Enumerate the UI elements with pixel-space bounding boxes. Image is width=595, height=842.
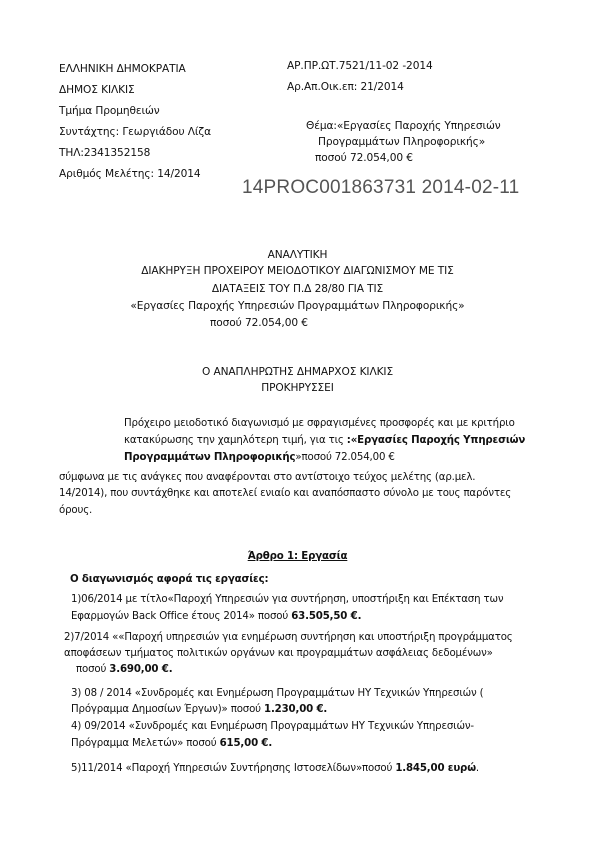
subject-amount: ποσού 72.054,00 €: [315, 152, 413, 164]
stamp-code: 14PROC001863731 2014-02-11: [242, 177, 520, 198]
item-1-line-2: Εφαρμογών Back Office έτους 2014» ποσού 63.505,50 €.: [71, 611, 362, 622]
item-2-amount: 3.690,00 €.: [109, 664, 173, 675]
title-line-1: ΑΝΑΛΥΤΙΚΗ: [267, 249, 328, 261]
scope-heading: Ο διαγωνισμός αφορά τις εργασίες:: [70, 574, 269, 585]
intro-subject-bold-2: Προγραμμάτων Πληροφορικής: [124, 452, 296, 463]
title-line-3: ΔΙΑΤΑΞΕΙΣ ΤΟΥ Π.Δ 28/80 ΓΙΑ ΤΙΣ: [211, 283, 384, 295]
item-3-line-1: 3) 08 / 2014 «Συνδρομές και Ενημέρωση Προγραμμάτων ΗΥ Τεχνικών Υπηρεσιών (: [71, 688, 484, 699]
intro-line-5: 14/2014), που συντάχθηκε και αποτελεί ενιαίο και αναπόσπαστο σύνολο με τους παρόντες: [59, 488, 512, 499]
mayor-title: Ο ΑΝΑΠΛΗΡΩΤΗΣ ΔΗΜΑΡΧΟΣ ΚΙΛΚΙΣ: [201, 366, 394, 378]
item-4-line-1: 4) 09/2014 «Συνδρομές και Ενημέρωση Προγραμμάτων ΗΥ Τεχνικών Υπηρεσιών-: [71, 721, 474, 732]
protocol-number: ΑΡ.ΠΡ.ΩΤ.7521/11-02 -2014: [287, 60, 433, 72]
item-3-amount: 1.230,00 €.: [264, 704, 328, 715]
item-5-amount: 1.845,00 ευρώ: [395, 763, 476, 774]
title-line-2: ΔΙΑΚΗΡΥΞΗ ΠΡΟΧΕΙΡΟΥ ΜΕΙΟΔΟΤΙΚΟΥ ΔΙΑΓΩΝΙΣΜΟΥ ΜΕ ΤΙΣ: [141, 265, 454, 277]
item-1-amount: 63.505,50 €.: [291, 611, 362, 622]
intro-line-6: όρους.: [59, 505, 93, 516]
item-4-amount: 615,00 €.: [219, 738, 273, 749]
intro-line-4: σύμφωνα με τις ανάγκες που αναφέρονται στο αντίστοιχο τεύχος μελέτης (αρ.μελ.: [59, 472, 476, 483]
item-2-line-1: 2)7/2014 ««Παροχή υπηρεσιών για ενημέρωση συντήρηση και υποστήριξη προγράμματος: [64, 632, 513, 643]
item-1-line-1: 1)06/2014 με τίτλο«Παροχή Υπηρεσιών για συντήρηση, υποστήριξη και Επέκταση των: [71, 594, 504, 605]
decision-number: Αρ.Απ.Οικ.επ: 21/2014: [287, 81, 404, 93]
header-department: Τμήμα Προμηθειών: [59, 105, 160, 117]
header-country: ΕΛΛΗΝΙΚΗ ΔΗΜΟΚΡΑΤΙΑ: [59, 63, 186, 75]
item-2-line-3: ποσού 3.690,00 €.: [76, 664, 173, 675]
header-study-number: Αριθμός Μελέτης: 14/2014: [59, 168, 201, 180]
article-title: Άρθρο 1: Εργασία: [247, 551, 348, 562]
proclamation: ΠΡΟΚΗΡΥΣΣΕΙ: [261, 382, 334, 394]
header-municipality: ΔΗΜΟΣ ΚΙΛΚΙΣ: [59, 84, 135, 96]
subject-line-2: Προγραμμάτων Πληροφορικής»: [318, 136, 486, 148]
item-3-line-2: Πρόγραμμα Δημοσίων Έργων)» ποσού 1.230,00 €.: [71, 704, 328, 715]
title-amount: ποσού 72.054,00 €: [210, 317, 308, 329]
intro-subject-bold: :«Εργασίες Παροχής Υπηρεσιών: [346, 435, 526, 446]
intro-line-2: κατακύρωσης την χαμηλότερη τιμή, για τις :«Εργασίες Παροχής Υπηρεσιών: [124, 435, 526, 446]
title-line-4: «Εργασίες Παροχής Υπηρεσιών Προγραμμάτων Πληροφορικής»: [130, 300, 465, 312]
header-author: Συντάχτης: Γεωργιάδου Λίζα: [59, 126, 211, 138]
subject-line-1: Θέμα:«Εργασίες Παροχής Υπηρεσιών: [306, 120, 501, 132]
header-phone: ΤΗΛ:2341352158: [59, 147, 151, 159]
intro-line-3: Προγραμμάτων Πληροφορικής»ποσού 72.054,00 €: [124, 452, 395, 463]
item-2-line-2: αποφάσεων τμήματος πολιτικών οργάνων και προγραμμάτων ασφάλειας δεδομένων»: [64, 648, 493, 659]
intro-line-1: Πρόχειρο μειοδοτικό διαγωνισμό με σφραγισμένες προσφορές και με κριτήριο: [124, 418, 515, 429]
item-4-line-2: Πρόγραμμα Μελετών» ποσού 615,00 €.: [71, 738, 273, 749]
item-5-line-1: 5)11/2014 «Παροχή Υπηρεσιών Συντήρησης Ιστοσελίδων»ποσού 1.845,00 ευρώ.: [71, 763, 479, 774]
